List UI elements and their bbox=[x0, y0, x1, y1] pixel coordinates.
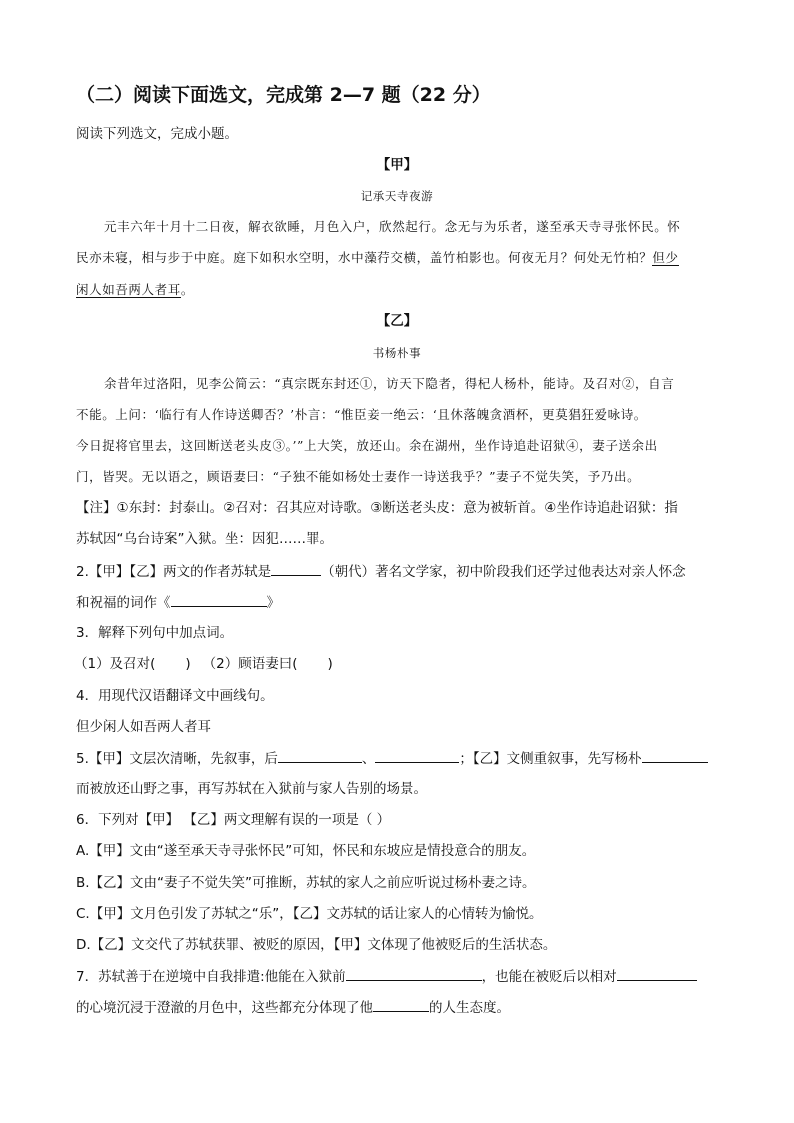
question-3: 3．解释下列句中加点词。 bbox=[76, 625, 234, 641]
question-6: 6．下列对【甲】 【乙】两文理解有误的一项是（ ） bbox=[76, 812, 391, 828]
yi-paragraph-line: 门，皆哭。无以语之，顾语妻曰：“子独不能如杨处士妻作一诗送我乎？”妻子不觉失笑，予乃出。 bbox=[76, 469, 641, 484]
option-c[interactable]: C.【甲】文月色引发了苏轼之“乐”，【乙】文苏轼的话让家人的心情转为愉悦。 bbox=[76, 906, 543, 922]
answer-blank[interactable] bbox=[642, 748, 708, 763]
answer-blank[interactable] bbox=[171, 592, 267, 607]
option-d[interactable]: D.【乙】文交代了苏轼获罪、被贬的原因，【甲】文体现了他被贬后的生活状态。 bbox=[76, 937, 557, 953]
question-4-sentence: 但少闲人如吾两人者耳 bbox=[76, 719, 211, 735]
option-b[interactable]: B.【乙】文由“妻子不觉失笑”可推断，苏轼的家人之前应听说过杨朴妻之诗。 bbox=[76, 875, 536, 891]
question-2-cont: 和祝福的词作《 》 bbox=[76, 592, 726, 613]
option-a[interactable]: A.【甲】文由“遂至承天寺寻张怀民”可知，怀民和东坡应是情投意合的朋友。 bbox=[76, 843, 536, 859]
yi-paragraph-line: 今日捉将官里去，这回断送老头皮③。’”上大笑，放还山。余在湖州，坐作诗追赴诏狱④，妻子送余出 bbox=[76, 438, 658, 453]
answer-blank[interactable] bbox=[271, 561, 321, 576]
question-3-items: （1）及召对( ) （2）顾语妻曰( ) bbox=[74, 656, 333, 672]
question-5-cont: 而被放还山野之事，再写苏轼在入狱前与家人告别的场景。 bbox=[76, 781, 427, 797]
note-line: 苏轼因“乌台诗案”入狱。坐：因犯……罪。 bbox=[76, 531, 333, 547]
jia-marker: 【甲】 bbox=[376, 157, 418, 173]
jia-paragraph-line: 民亦未寝，相与步于中庭。庭下如积水空明，水中藻荇交横，盖竹柏影也。何夜无月？何处无竹柏？但少 bbox=[76, 250, 679, 265]
section-title: （二）阅读下面选文，完成第 2—7 题（22 分） bbox=[76, 84, 491, 106]
underlined-sentence: 但少 bbox=[652, 250, 679, 265]
answer-blank[interactable] bbox=[373, 997, 429, 1012]
answer-blank[interactable] bbox=[346, 966, 482, 981]
question-4: 4．用现代汉语翻译文中画线句。 bbox=[76, 688, 274, 704]
question-5: 5.【甲】文层次清晰，先叙事，后 、 ；【乙】文侧重叙事，先写杨朴 bbox=[76, 748, 726, 769]
note-line: 【注】①东封：封泰山。②召对：召其应对诗歌。③断送老头皮：意为被斩首。④坐作诗追赴诏狱：指 bbox=[76, 500, 678, 516]
question-2: 2.【甲】【乙】两文的作者苏轼是 （朝代）著名文学家，初中阶段我们还学过他表达对亲人怀念 bbox=[76, 561, 726, 582]
answer-blank[interactable] bbox=[375, 748, 459, 763]
underlined-sentence: 闲人如吾两人者耳 bbox=[76, 282, 181, 297]
yi-paragraph-line: 余昔年过洛阳，见李公简云：“真宗既东封还①，访天下隐者，得杞人杨朴，能诗。及召对②，自言 bbox=[104, 376, 675, 391]
yi-title: 书杨朴事 bbox=[372, 346, 422, 360]
question-7: 7．苏轼善于在逆境中自我排遣:他能在入狱前 ，也能在被贬后以相对 bbox=[76, 966, 726, 987]
yi-paragraph-line: 不能。上问：‘临行有人作诗送卿否？’朴言：“惟臣妾一绝云：‘且休落魄贪酒杯，更莫猖狂爱咏诗。 bbox=[76, 407, 647, 422]
answer-blank[interactable] bbox=[617, 966, 697, 981]
jia-title: 记承天寺夜游 bbox=[360, 189, 434, 203]
jia-paragraph-line: 闲人如吾两人者耳。 bbox=[76, 282, 194, 297]
answer-blank[interactable] bbox=[278, 748, 362, 763]
jia-paragraph-line: 元丰六年十月十二日夜，解衣欲睡，月色入户，欣然起行。念无与为乐者，遂至承天寺寻张怀民。怀 bbox=[104, 219, 681, 234]
question-7-cont: 的心境沉浸于澄澈的月色中，这些都充分体现了他 的人生态度。 bbox=[76, 997, 726, 1018]
yi-marker: 【乙】 bbox=[376, 313, 418, 329]
intro-text: 阅读下列选文，完成小题。 bbox=[76, 126, 238, 142]
